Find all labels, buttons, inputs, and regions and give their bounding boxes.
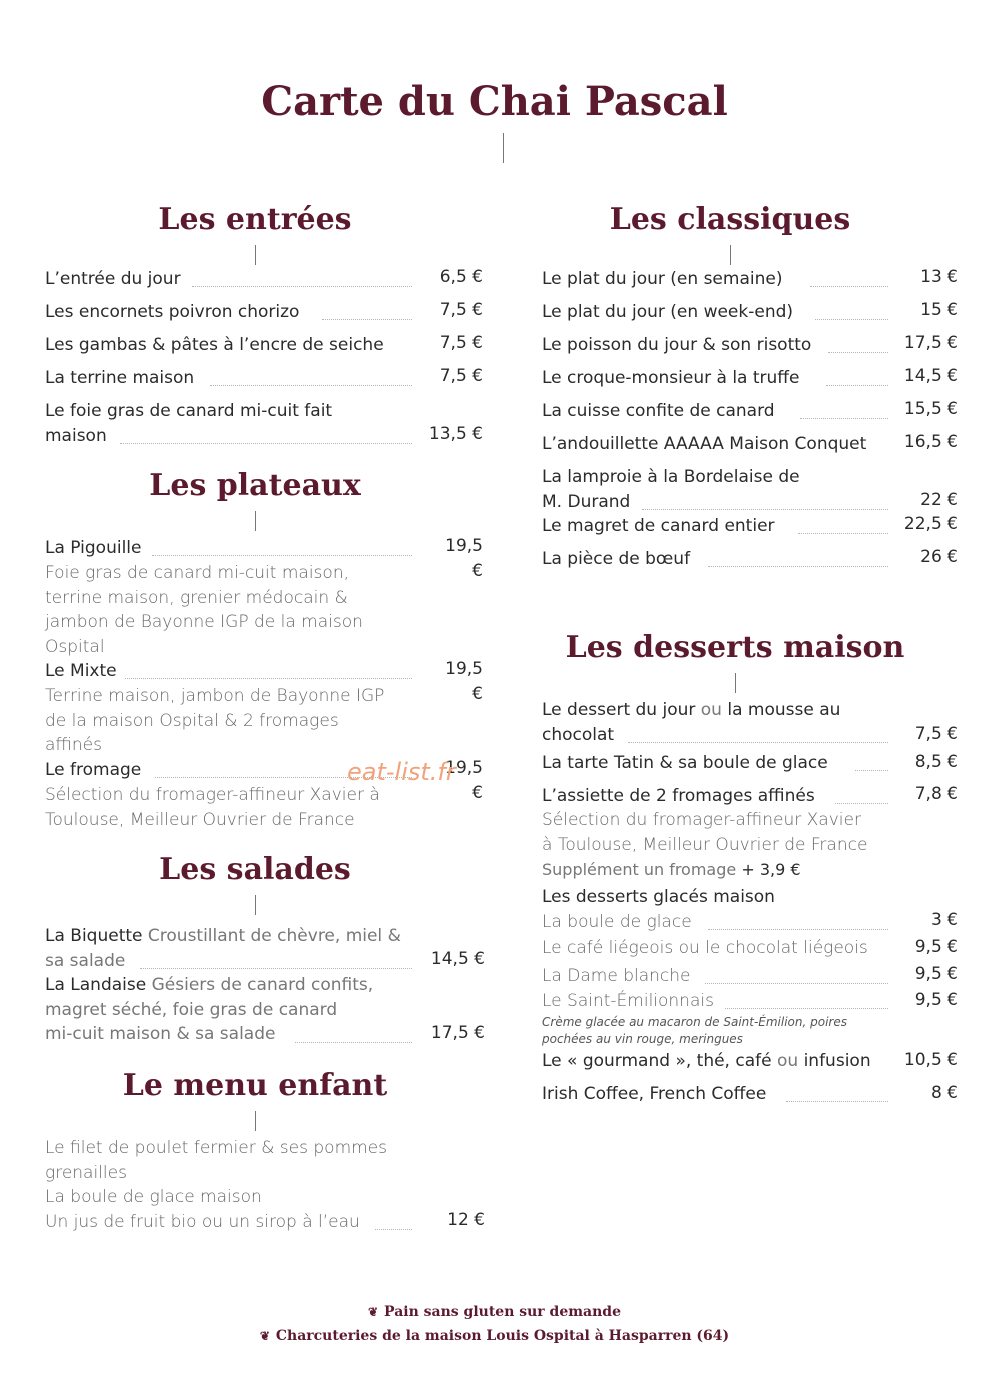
price: 19,5 <box>445 659 483 679</box>
section-salades <box>45 852 465 915</box>
menu-item: Le croque-monsieur à la truffe <box>542 368 800 388</box>
menu-item: La Landaise Gésiers de canard confits, magret séché, foie gras de canard mi-cuit maison & sa salade <box>45 975 374 1044</box>
menu-item: La terrine maison <box>45 368 195 388</box>
menu-item: La tarte Tatin & sa boule de glace <box>542 753 828 773</box>
section-divider <box>255 245 256 265</box>
section-divider <box>255 511 256 531</box>
section-divider <box>735 673 736 693</box>
price-currency: € <box>472 783 483 803</box>
dot-leader <box>855 770 888 771</box>
menu-item: L’assiette de 2 fromages affinés <box>542 786 815 806</box>
section-heading: Les plateaux <box>149 468 361 503</box>
menu-item: Le dessert du jour ou la mousse au chocolat <box>542 700 841 745</box>
menu-item: La Biquette Croustillant de chèvre, miel & sa salade <box>45 926 401 971</box>
item-description: Le filet de poulet fermier & ses pommes grenailles La boule de glace maison Un jus de fruit bio ou un sirop à l’eau <box>45 1138 388 1232</box>
dot-leader <box>192 286 412 287</box>
dot-leader <box>210 385 412 386</box>
section-divider <box>255 1111 256 1131</box>
dot-leader <box>295 1042 412 1043</box>
dot-leader <box>800 418 888 419</box>
section-menu-enfant <box>45 1068 465 1131</box>
menu-item: La cuisse confite de canard <box>542 401 775 421</box>
dot-leader <box>375 1229 412 1230</box>
menu-item: La lamproie à la Bordelaise de M. Durand <box>542 467 800 512</box>
menu-item: La Pigouille <box>45 538 142 558</box>
price: 17,5 € <box>430 1023 485 1043</box>
menu-item: La boule de glace <box>542 912 692 932</box>
price: 22 € <box>920 490 958 510</box>
section-divider <box>255 895 256 915</box>
price: 13,5 € <box>428 424 483 444</box>
menu-item: Le poisson du jour & son risotto <box>542 335 812 355</box>
dot-leader <box>810 286 888 287</box>
dot-leader <box>120 443 412 444</box>
dot-leader <box>642 509 888 510</box>
price: 17,5 € <box>903 333 958 353</box>
item-description: Sélection du fromager-affineur Xavier à Toulouse, Meilleur Ouvrier de France <box>45 785 380 830</box>
price: 10,5 € <box>903 1050 958 1070</box>
section-entrees <box>45 202 465 265</box>
section-heading: Les entrées <box>158 202 352 237</box>
section-heading: Les salades <box>159 852 351 887</box>
subsection-heading: Les desserts glacés maison <box>542 887 775 907</box>
dot-leader <box>140 968 412 969</box>
leaf-icon: ❦ <box>259 1329 270 1343</box>
dot-leader <box>708 929 888 930</box>
price: 8 € <box>930 1083 958 1103</box>
dot-leader <box>828 352 888 353</box>
menu-item: L’entrée du jour <box>45 269 181 289</box>
price: 3 € <box>930 910 958 930</box>
item-description: Sélection du fromager-affineur Xavier à Toulouse, Meilleur Ouvrier de France <box>542 810 868 855</box>
dot-leader <box>705 983 888 984</box>
menu-item: Les gambas & pâtes à l’encre de seiche <box>45 335 384 355</box>
price: 14,5 € <box>903 366 958 386</box>
price: 7,5 € <box>439 300 483 320</box>
dot-leader <box>725 1008 888 1009</box>
price: 19,5 <box>445 758 483 778</box>
price: 13 € <box>920 267 958 287</box>
section-classiques <box>530 202 930 265</box>
price: 9,5 € <box>914 990 958 1010</box>
dot-leader <box>826 385 888 386</box>
menu-item: L’andouillette AAAAA Maison Conquet <box>542 434 867 454</box>
leaf-icon: ❦ <box>367 1305 379 1319</box>
price: 8,5 € <box>914 752 958 772</box>
item-description: Terrine maison, jambon de Bayonne IGP de la maison Ospital & 2 fromages affinés <box>45 686 385 755</box>
section-heading: Les classiques <box>609 202 851 237</box>
item-description: Foie gras de canard mi-cuit maison, terrine maison, grenier médocain & jambon de Bayonne IGP de la maison Ospital <box>45 563 363 657</box>
menu-item: Le Mixte <box>45 661 117 681</box>
menu-item: La pièce de bœuf <box>542 549 691 569</box>
dot-leader <box>815 319 888 320</box>
menu-item: Le café liégeois ou le chocolat liégeois <box>542 938 868 958</box>
price: 14,5 € <box>430 949 485 969</box>
price: 19,5 <box>445 536 483 556</box>
section-heading: Le menu enfant <box>122 1068 388 1103</box>
dot-leader <box>786 1101 888 1102</box>
price: 15 € <box>920 300 958 320</box>
footer-note: ❦ Charcuteries de la maison Louis Ospital à Hasparren (64) <box>259 1328 730 1344</box>
price: 7,5 € <box>439 333 483 353</box>
price: 26 € <box>920 547 958 567</box>
section-heading: Les desserts maison <box>565 630 905 665</box>
page-title: Carte du Chai Pascal <box>261 78 728 125</box>
menu-item: Le « gourmand », thé, café ou infusion <box>542 1051 871 1071</box>
price: 7,5 € <box>914 724 958 744</box>
menu-item: Les encornets poivron chorizo <box>45 302 300 322</box>
price: 15,5 € <box>903 399 958 419</box>
menu-item: La Dame blanche <box>542 966 691 986</box>
section-plateaux <box>45 468 465 531</box>
menu-item: Le plat du jour (en week-end) <box>542 302 794 322</box>
price: 22,5 € <box>903 514 958 534</box>
menu-item: Le magret de canard entier <box>542 516 775 536</box>
price: 12 € <box>447 1210 485 1230</box>
price: 7,8 € <box>914 784 958 804</box>
section-desserts <box>530 630 940 693</box>
price: 6,5 € <box>439 267 483 287</box>
section-divider <box>730 245 731 265</box>
price: 16,5 € <box>903 432 958 452</box>
dot-leader <box>152 555 412 556</box>
footer-note: ❦ Pain sans gluten sur demande <box>367 1304 622 1320</box>
menu-item: Le plat du jour (en semaine) <box>542 269 783 289</box>
dot-leader <box>322 319 412 320</box>
price-currency: € <box>472 684 483 704</box>
supplement-line: Supplément un fromage + 3,9 € <box>542 860 801 879</box>
menu-item: Le foie gras de canard mi-cuit fait maison <box>45 401 333 446</box>
menu-item: Le Saint-Émilionnais <box>542 991 714 1011</box>
title-divider <box>503 133 504 163</box>
dot-leader <box>708 566 888 567</box>
watermark: eat-list.fr <box>347 758 456 786</box>
dot-leader <box>125 678 412 679</box>
price: 7,5 € <box>439 366 483 386</box>
menu-item: Irish Coffee, French Coffee <box>542 1084 767 1104</box>
price-currency: € <box>472 561 483 581</box>
price: 9,5 € <box>914 964 958 984</box>
menu-item: Le fromage <box>45 760 142 780</box>
item-description: Crème glacée au macaron de Saint-Émilion, poires pochées au vin rouge, meringues <box>542 1015 847 1046</box>
price: 9,5 € <box>914 937 958 957</box>
dot-leader <box>835 803 888 804</box>
dot-leader <box>628 742 888 743</box>
dot-leader <box>798 533 888 534</box>
